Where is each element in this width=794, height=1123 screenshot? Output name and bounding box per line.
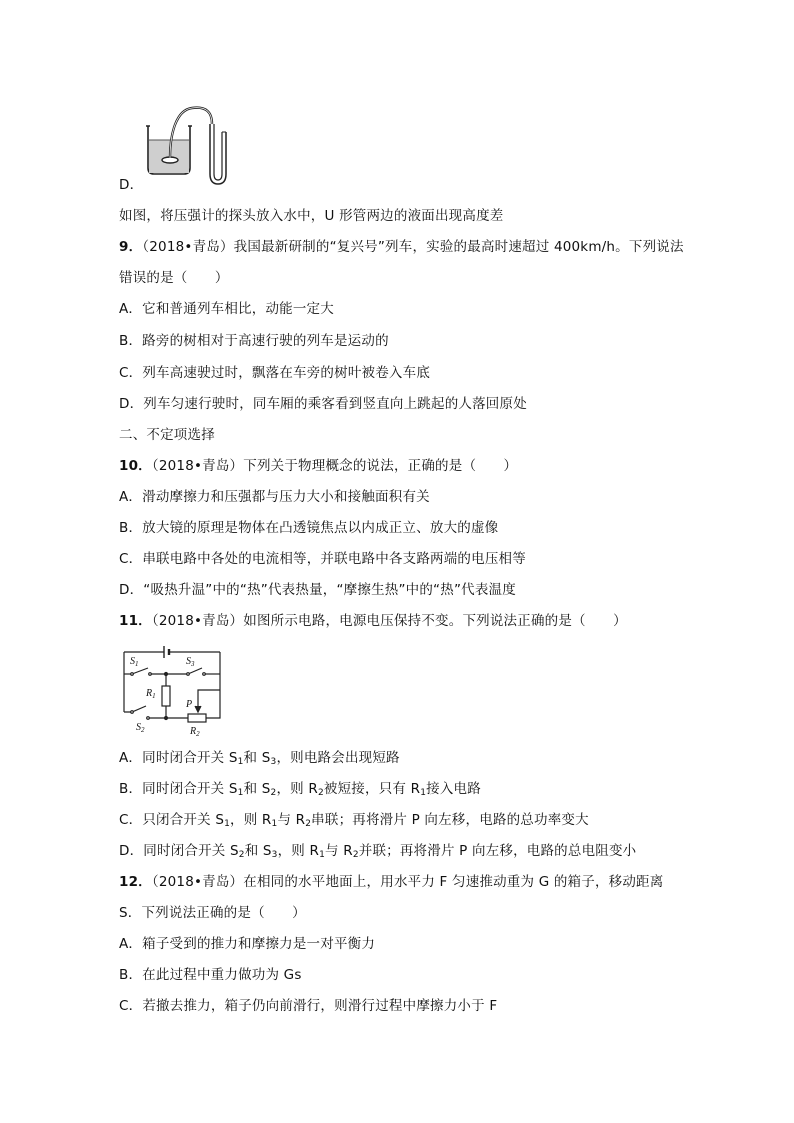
subscript: 2 bbox=[238, 850, 245, 860]
option-text: ，则 R bbox=[277, 843, 320, 859]
subscript: 3 bbox=[270, 757, 277, 767]
option-label: A． bbox=[119, 750, 143, 766]
question-stem: （2018•青岛）下列关于物理概念的说法，正确的是（ ） bbox=[151, 458, 518, 474]
option-label: A． bbox=[119, 301, 143, 317]
q9-option-a bbox=[119, 300, 334, 318]
option-text: 放大镜的原理是物体在凸透镜焦点以内成正立、放大的虚像 bbox=[142, 520, 499, 536]
option-text: 它和普通列车相比，动能一定大 bbox=[142, 301, 334, 317]
q12-option-c bbox=[119, 997, 497, 1015]
option-label: A． bbox=[119, 936, 143, 952]
option-label: B． bbox=[119, 520, 143, 536]
question-number: 9． bbox=[119, 239, 143, 255]
q12-option-a bbox=[119, 935, 375, 953]
option-label: C． bbox=[119, 998, 143, 1014]
option-text: 路旁的树相对于高速行驶的列车是运动的 bbox=[142, 333, 389, 349]
s3-label: $S_3$ bbox=[186, 656, 195, 668]
option-text: 被短接，只有 R bbox=[323, 781, 421, 797]
option-text: 列车匀速行驶时，同车厢的乘客看到竖直向上跳起的人落回原处 bbox=[143, 396, 527, 412]
question-number: 11． bbox=[119, 613, 152, 629]
option-label: D． bbox=[119, 177, 144, 193]
subscript: 2 bbox=[270, 788, 277, 798]
option-text: ，则 R bbox=[230, 812, 272, 828]
q10-stem bbox=[119, 457, 517, 475]
option-label: B． bbox=[119, 333, 143, 349]
subscript: 2 bbox=[317, 788, 324, 798]
question-stem: （2018•青岛）我国最新研制的“复兴号”列车，实验的最高时速超过 400km/h。下列说法 bbox=[142, 239, 684, 255]
option-label: D． bbox=[119, 843, 144, 859]
option-label: B． bbox=[119, 967, 143, 983]
option-label: C． bbox=[119, 365, 143, 381]
pressure-gauge-figure bbox=[140, 104, 240, 186]
option-label: C． bbox=[119, 812, 143, 828]
q9-stem-cont: 错误的是（ ） bbox=[119, 270, 229, 286]
q12-stem bbox=[119, 873, 663, 891]
option-label: B． bbox=[119, 781, 143, 797]
q11-option-c bbox=[119, 811, 589, 833]
q9-option-d bbox=[119, 395, 527, 413]
q11-option-a bbox=[119, 749, 400, 771]
subscript: 1 bbox=[420, 788, 427, 798]
q9-option-b bbox=[119, 332, 389, 350]
question-stem: （2018•青岛）在相同的水平地面上，用水平力 F 匀速推动重为 G 的箱子，移动距离 bbox=[151, 874, 664, 890]
q10-option-d bbox=[119, 581, 516, 599]
s2-label: $S_2$ bbox=[136, 722, 145, 734]
subscript: 2 bbox=[352, 850, 359, 860]
p-label: P bbox=[186, 699, 193, 710]
q11-stem bbox=[119, 612, 627, 630]
option-text: 箱子受到的推力和摩擦力是一对平衡力 bbox=[142, 936, 376, 952]
option-text: 和 S bbox=[243, 750, 271, 766]
option-text: 接入电路 bbox=[426, 781, 481, 797]
option-text: 与 R bbox=[325, 843, 353, 859]
subscript: 1 bbox=[237, 757, 244, 767]
option-text: 滑动摩擦力和压强都与压力大小和接触面积有关 bbox=[142, 489, 430, 505]
circuit-diagram bbox=[118, 640, 228, 736]
option-text: 若撤去推力，箱子仍向前滑行，则滑行过程中摩擦力小于 F bbox=[142, 998, 498, 1014]
option-text: 列车高速驶过时，飘落在车旁的树叶被卷入车底 bbox=[142, 365, 431, 381]
option-text: ，则 R bbox=[276, 781, 318, 797]
q12-option-b bbox=[119, 966, 302, 984]
option-text: 和 S bbox=[244, 843, 272, 859]
option-label: D． bbox=[119, 582, 144, 598]
r2-label: $R_2$ bbox=[190, 726, 200, 736]
option-text: 与 R bbox=[277, 812, 306, 828]
q8-option-d bbox=[119, 176, 143, 194]
q11-option-d bbox=[119, 842, 636, 864]
q11-option-b bbox=[119, 780, 481, 802]
section-title: 二、不定项选择 bbox=[119, 427, 215, 443]
q9-stem bbox=[119, 238, 684, 256]
q9-option-c bbox=[119, 364, 430, 382]
option-text: 和 S bbox=[243, 781, 271, 797]
question-number: 10． bbox=[119, 458, 152, 474]
q12-stem-cont: S．下列说法正确的是（ ） bbox=[119, 905, 306, 921]
option-text: 并联；再将滑片 P 向左移，电路的总电阻变小 bbox=[358, 843, 637, 859]
option-label: A． bbox=[119, 489, 143, 505]
q10-option-b bbox=[119, 519, 498, 537]
s1-label: $S_1$ bbox=[130, 656, 139, 668]
r1-label: $R_1$ bbox=[146, 688, 156, 700]
option-text: 只闭合开关 S bbox=[142, 812, 225, 828]
option-label: D． bbox=[119, 396, 144, 412]
q10-option-a bbox=[119, 488, 430, 506]
subscript: 1 bbox=[319, 850, 326, 860]
option-text: 串联；再将滑片 P 向左移，电路的总功率变大 bbox=[311, 812, 589, 828]
option-text: 在此过程中重力做功为 Gs bbox=[142, 967, 302, 983]
option-text: 同时闭合开关 S bbox=[142, 781, 238, 797]
question-stem: （2018•青岛）如图所示电路，电源电压保持不变。下列说法正确的是（ ） bbox=[151, 613, 627, 629]
subscript: 1 bbox=[224, 819, 231, 829]
option-text: ，则电路会出现短路 bbox=[276, 750, 400, 766]
option-text: 同时闭合开关 S bbox=[143, 843, 239, 859]
question-number: 12． bbox=[119, 874, 152, 890]
q8-option-d-caption: 如图，将压强计的探头放入水中，U 形管两边的液面出现高度差 bbox=[119, 208, 504, 224]
subscript: 2 bbox=[305, 819, 312, 829]
q10-option-c bbox=[119, 550, 526, 568]
subscript: 1 bbox=[237, 788, 244, 798]
option-text: “吸热升温”中的“热”代表热量，“摩擦生热”中的“热”代表温度 bbox=[143, 582, 516, 598]
option-text: 串联电路中各处的电流相等，并联电路中各支路两端的电压相等 bbox=[142, 551, 526, 567]
subscript: 3 bbox=[271, 850, 278, 860]
option-label: C． bbox=[119, 551, 143, 567]
option-text: 同时闭合开关 S bbox=[142, 750, 238, 766]
subscript: 1 bbox=[271, 819, 278, 829]
